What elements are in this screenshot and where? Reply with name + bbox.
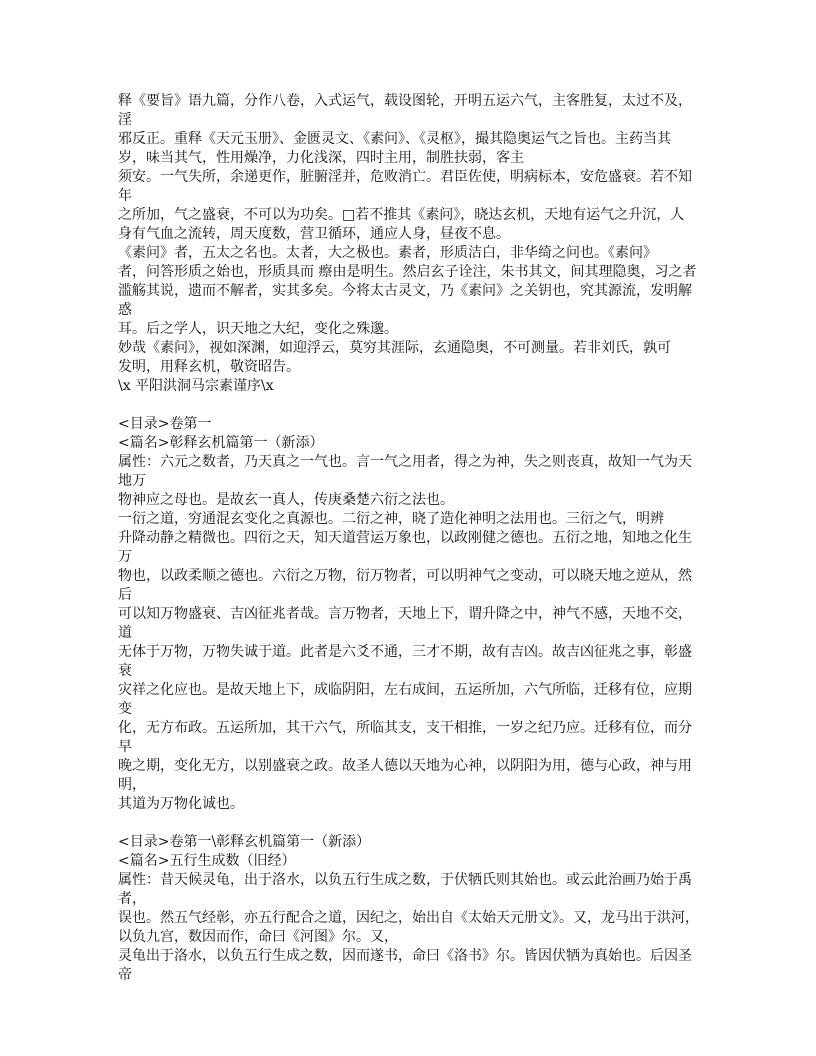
text-line: 妙哉《素问》，视如深渊，如迎浮云，莫穷其涯际，玄通隐奥，不可测量。若非刘氏，孰可 [118, 340, 671, 356]
text-line: \x 平阳洪洞马宗素谨序\x [118, 378, 274, 394]
text-line: 滥觞其说，遗而不解者，实其多矣。今将太古灵文，乃《素问》之关钥也，究其源流，发明解 [118, 283, 692, 299]
paragraph-gap [118, 396, 702, 415]
text-line: 耳。后之学人，识天地之大纪，变化之殊邈。 [118, 321, 398, 337]
text-line: 须安。一气失所，余递更作，脏腑淫并，危败消亡。君臣佐使，明病标本，安危盛衰。若不知 [118, 169, 692, 185]
text-line: 明， [118, 777, 146, 793]
text-line: 变 [118, 701, 132, 717]
text-line: 发明，用释玄机，敬资昭告。 [118, 359, 300, 375]
text-line: 灾祥之化应也。是故天地上下，成临阴阳，左右成间，五运所加，六气所临，迁移有位，应期 [118, 682, 692, 698]
text-line: <篇名>彰释玄机篇第一（新添） [118, 435, 324, 451]
text-line: 早 [118, 739, 132, 755]
paragraph-gap [118, 814, 702, 833]
text-line: 惑 [118, 302, 132, 318]
text-line: 道 [118, 625, 132, 641]
text-line: 地万 [118, 473, 146, 489]
text-line: 一衍之道，穷通混玄变化之真源也。二衍之神，晓了造化神明之法用也。三衍之气，明辨 [118, 511, 664, 527]
text-line: 万 [118, 549, 132, 565]
text-line: 《素问》者，五太之名也。太者，大之极也。素者，形质洁白，非华绮之问也。《素问》 [118, 245, 657, 261]
text-line: 灵龟出于洛水，以负五行生成之数，因而遂书，命曰《洛书》尔。皆因伏牺为真始也。后因圣 [118, 948, 692, 964]
text-line: 后 [118, 587, 132, 603]
text-line: 升降动静之精微也。四衍之天，知天道营运万象也，以政刚健之德也。五衍之地，知地之化生 [118, 530, 692, 546]
text-line: 物神应之母也。是故玄一真人，传庚桑楚六衍之法也。 [118, 492, 454, 508]
text-line: 释《要旨》语九篇，分作八卷，入式运气，载设图轮，开明五运六气，主客胜复，太过不及， [118, 93, 692, 109]
text-line: 之所加，气之盛衰，不可以为功矣。□若不推其《素问》，晓达玄机，天地有运气之升沉，人 [118, 207, 685, 223]
text-line: 晚之期，变化无方，以别盛衰之政。故圣人德以天地为心神，以阴阳为用，德与心政，神与用 [118, 758, 692, 774]
text-line: 以负九宫，数因而作，命曰《河图》尔。又， [118, 929, 398, 945]
text-line: 身有气血之流转，周天度数，营卫循环，通应人身，昼夜不息。 [118, 226, 510, 242]
text-block [118, 92, 702, 396]
text-line: 误也。然五气经彰，亦五行配合之道，因纪之，始出自《太始天元册文》。又，龙马出于洪河， [118, 910, 699, 926]
text-line: 属性：昔天候灵龟，出于洛水，以负五行生成之数，于伏牺氏则其始也。或云此治画乃始于禹 [118, 872, 692, 888]
text-line: <目录>卷第一\彰释玄机篇第一（新添） [118, 834, 371, 850]
text-line: 物也，以政柔顺之德也。六衍之万物，衍万物者，可以明神气之变动，可以晓天地之逆从，然 [118, 568, 692, 584]
text-line: 者， [118, 891, 146, 907]
text-line: 其道为万物化诚也。 [118, 796, 244, 812]
text-line: 淫 [118, 112, 132, 128]
text-line: 帝 [118, 967, 132, 983]
document-page [118, 92, 702, 985]
text-line: 衰 [118, 663, 132, 679]
text-line: <篇名>五行生成数（旧经） [118, 853, 296, 869]
text-line: 可以知万物盛衰、吉凶征兆者哉。言万物者，天地上下，谓升降之中，神气不感，天地不交， [118, 606, 692, 622]
text-line: <目录>卷第一 [118, 416, 212, 432]
text-line: 邪反正。重释《天元玉册》、金匮灵文、《素问》、《灵枢》，撮其隐奥运气之旨也。主药当其 [118, 131, 671, 147]
text-line: 属性：六元之数者，乃天真之一气也。言一气之用者，得之为神，失之则丧真，故知一气为天 [118, 454, 692, 470]
text-block [118, 833, 702, 985]
text-line: 无体于万物，万物失诚于道。此者是六爻不通，三才不期，故有吉凶。故吉凶征兆之事，彰盛 [118, 644, 692, 660]
text-block [118, 415, 702, 814]
text-line: 年 [118, 188, 132, 204]
text-line: 化，无方布政。五运所加，其干六气，所临其支，支干相推，一岁之纪乃应。迁移有位，而分 [118, 720, 692, 736]
text-line: 岁，味当其气，性用燥净，力化浅深，四时主用，制胜扶弱，客主 [118, 150, 524, 166]
text-line: 者，问答形质之始也，形质具而 瘵由是明生。然启玄子诠注，朱书其文，间其理隐奥，习之者 [118, 264, 697, 280]
